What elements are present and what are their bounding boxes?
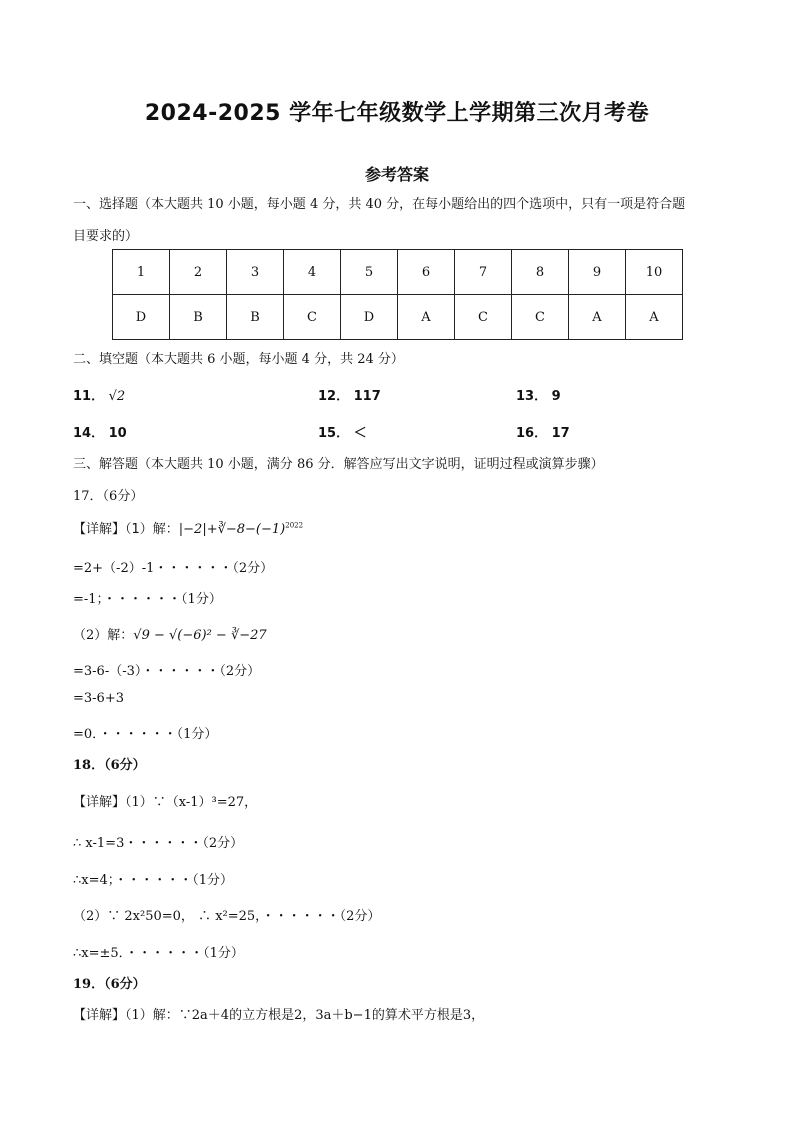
page-subtitle: 参考答案 bbox=[364, 165, 429, 184]
q17-step1-prefix: 【详解】（1）解： bbox=[73, 522, 179, 537]
table-cell: 4 bbox=[284, 250, 341, 295]
fill-number: 15． bbox=[318, 426, 350, 441]
q17-step4-expr: √9 − √(−6)² − ∛−27 bbox=[133, 628, 267, 643]
table-cell: C bbox=[455, 295, 512, 340]
table-cell: 3 bbox=[227, 250, 284, 295]
fill-item-15 bbox=[318, 422, 367, 441]
fill-number: 16． bbox=[516, 426, 548, 441]
fill-item-13 bbox=[516, 385, 561, 404]
table-cell: B bbox=[227, 295, 284, 340]
fill-answer: 117 bbox=[353, 389, 381, 404]
q17-step6: =3-6+3 bbox=[73, 691, 124, 706]
table-cell: C bbox=[284, 295, 341, 340]
fill-answer: 10 bbox=[108, 426, 127, 441]
table-row-answers bbox=[113, 295, 683, 340]
table-cell: 1 bbox=[113, 250, 170, 295]
q17-step2: =2+（-2）-1・・・・・・（2分） bbox=[73, 561, 274, 576]
section1-heading-cont: 目要求的） bbox=[73, 229, 139, 244]
fill-number: 14． bbox=[73, 426, 105, 441]
table-cell: B bbox=[170, 295, 227, 340]
table-cell: D bbox=[113, 295, 170, 340]
q17-step7: =0．・・・・・・（1分） bbox=[73, 727, 218, 742]
fill-item-11 bbox=[73, 385, 125, 404]
q17-step4 bbox=[73, 624, 267, 643]
choice-answer-table bbox=[112, 249, 683, 340]
fill-answer: ＜ bbox=[353, 426, 367, 441]
fill-answer: 17 bbox=[551, 426, 570, 441]
q18-step2: ∴ x-1=3・・・・・・（2分） bbox=[73, 836, 244, 851]
q19-step1: 【详解】（1）解：∵2a＋4的立方根是2，3a＋b−1的算术平方根是3， bbox=[73, 1008, 485, 1023]
table-cell: A bbox=[398, 295, 455, 340]
q18-step4: （2）∵ 2x²50=0， ∴ x²=25，・・・・・・（2分） bbox=[73, 909, 381, 924]
table-cell: 8 bbox=[512, 250, 569, 295]
fill-number: 12． bbox=[318, 389, 350, 404]
q17-step1 bbox=[73, 518, 303, 537]
fill-number: 11． bbox=[73, 389, 105, 404]
fill-answer: 9 bbox=[551, 389, 561, 404]
q19-label: 19．（6分） bbox=[73, 977, 146, 992]
table-cell: D bbox=[341, 295, 398, 340]
section1-heading: 一、选择题（本大题共 10 小题，每小题 4 分，共 40 分，在每小题给出的四个选项中，只有一项是符合题 bbox=[73, 197, 686, 212]
q18-step1: 【详解】（1）∵（x-1）³=27， bbox=[73, 795, 258, 810]
table-cell: 7 bbox=[455, 250, 512, 295]
table-cell: 2 bbox=[170, 250, 227, 295]
table-cell: A bbox=[569, 295, 626, 340]
page-title: 2024-2025 学年七年级数学上学期第三次月考卷 bbox=[144, 101, 650, 126]
table-cell: 9 bbox=[569, 250, 626, 295]
section2-heading: 二、填空题（本大题共 6 小题，每小题 4 分，共 24 分） bbox=[73, 352, 404, 367]
table-cell: 10 bbox=[626, 250, 683, 295]
section3-heading: 三、解答题（本大题共 10 小题，满分 86 分．解答应写出文字说明，证明过程或演算步骤） bbox=[73, 457, 604, 472]
table-cell: C bbox=[512, 295, 569, 340]
fill-item-16 bbox=[516, 422, 570, 441]
fill-item-14 bbox=[73, 422, 127, 441]
q18-step3: ∴x=4；・・・・・・（1分） bbox=[73, 873, 234, 888]
q17-step4-prefix: （2）解： bbox=[73, 628, 134, 643]
q17-step1-expr: |−2|+∛−8−(−1) bbox=[178, 522, 286, 537]
table-cell: 5 bbox=[341, 250, 398, 295]
table-cell: 6 bbox=[398, 250, 455, 295]
q18-step5: ∴x=±5．・・・・・・（1分） bbox=[73, 946, 244, 961]
q17-label: 17．（6分） bbox=[73, 489, 144, 504]
q17-step1-exponent: 2022 bbox=[285, 521, 304, 530]
fill-number: 13． bbox=[516, 389, 548, 404]
q17-step3: =-1；・・・・・・（1分） bbox=[73, 592, 222, 607]
q18-label: 18．（6分） bbox=[73, 758, 146, 773]
table-row-numbers bbox=[113, 250, 683, 295]
fill-answer: √2 bbox=[108, 389, 126, 404]
q17-step5: =3-6-（-3）・・・・・・（2分） bbox=[73, 664, 261, 679]
table-cell: A bbox=[626, 295, 683, 340]
fill-item-12 bbox=[318, 385, 381, 404]
